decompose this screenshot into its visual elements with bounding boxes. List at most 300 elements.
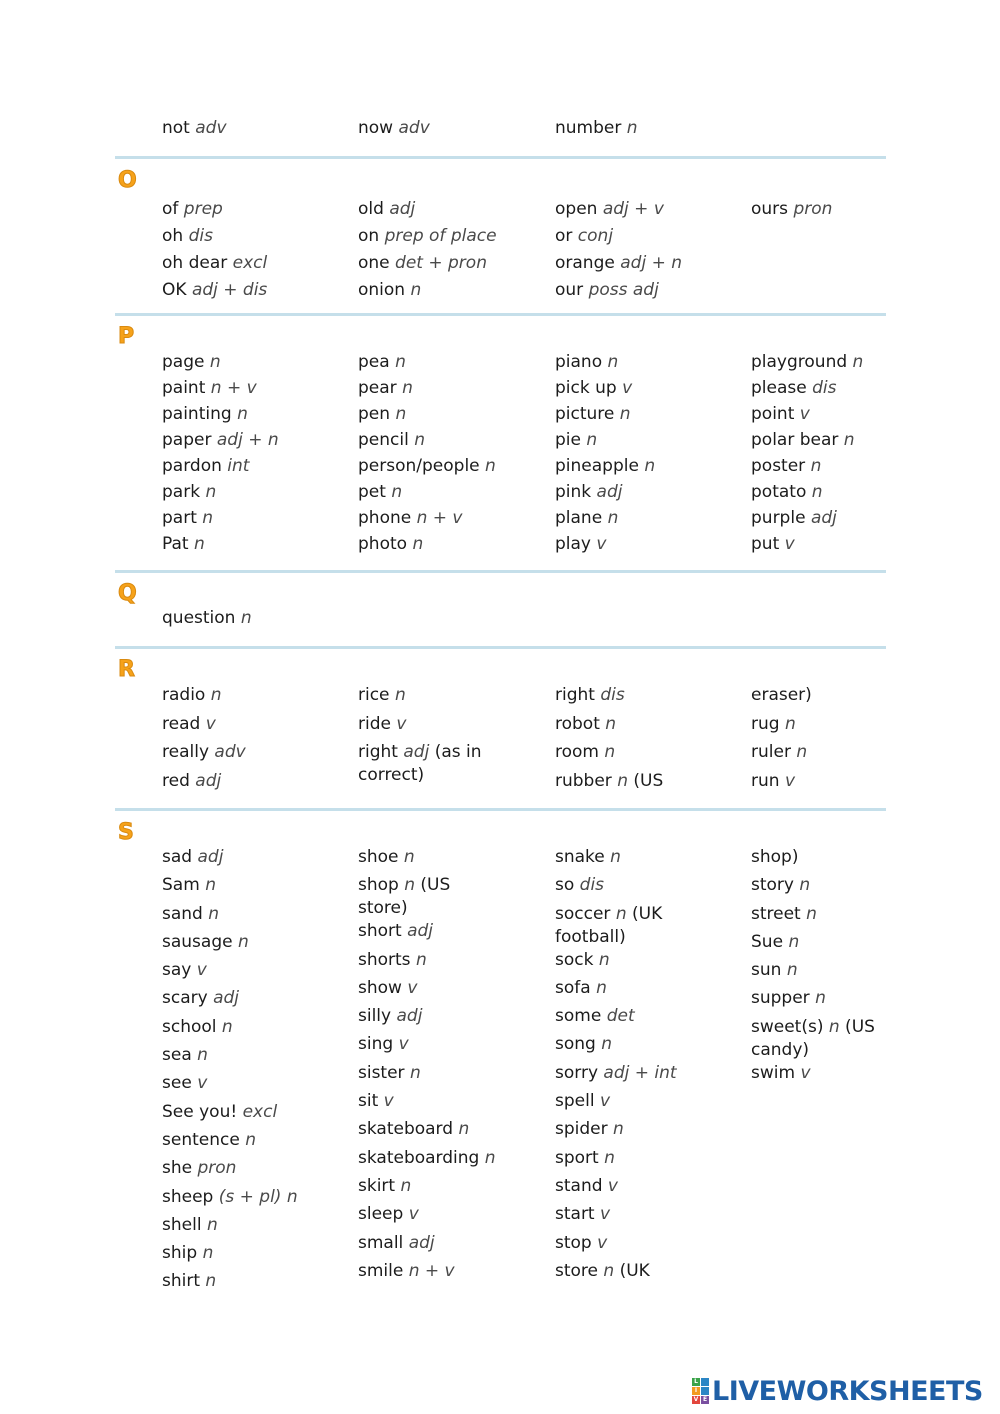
word-entry — [358, 455, 548, 481]
headword: potato — [751, 482, 807, 502]
word-column — [358, 684, 548, 787]
headword: phone — [358, 508, 412, 528]
word-entry — [555, 252, 745, 279]
headword: so — [555, 875, 575, 896]
word-entry — [751, 429, 941, 455]
word-entry — [162, 684, 352, 713]
word-entry — [162, 874, 352, 902]
headword: pea — [358, 352, 390, 372]
headword: pineapple — [555, 456, 639, 476]
word-entry — [162, 846, 352, 874]
part-of-speech: n — [601, 1034, 613, 1055]
part-of-speech: n — [644, 456, 656, 476]
word-entry — [162, 1129, 352, 1157]
part-of-speech: n — [604, 1147, 615, 1168]
word-entry — [358, 1005, 548, 1033]
word-entry — [358, 1033, 548, 1061]
headword: point — [751, 404, 795, 424]
word-entry — [162, 279, 352, 306]
headword: right — [358, 742, 398, 762]
part-of-speech: n — [586, 430, 598, 450]
part-of-speech: n — [810, 456, 822, 476]
headword: really — [162, 742, 209, 762]
headword: sorry — [555, 1062, 598, 1083]
word-entry — [162, 225, 352, 252]
part-of-speech: prep — [183, 199, 223, 219]
headword: poster — [751, 456, 806, 476]
part-of-speech: v — [383, 1091, 394, 1112]
headword: sun — [751, 960, 782, 981]
word-entry — [358, 403, 548, 429]
word-entry — [358, 252, 548, 279]
headword: onion — [358, 280, 406, 300]
section-divider — [115, 570, 886, 573]
part-of-speech: v — [600, 1204, 611, 1225]
headword: ruler — [751, 742, 791, 762]
part-of-speech: n — [202, 508, 214, 528]
headword: orange — [555, 253, 615, 273]
headword: our — [555, 280, 584, 300]
part-of-speech: v — [800, 1062, 811, 1083]
word-entry — [555, 1033, 745, 1061]
part-of-speech: v — [784, 534, 795, 554]
word-column — [555, 351, 745, 559]
headword: small — [358, 1232, 404, 1253]
part-of-speech: n — [237, 404, 248, 424]
part-of-speech: n — [206, 1214, 218, 1235]
part-of-speech: n — [796, 742, 808, 762]
headword: sock — [555, 949, 594, 970]
word-entry — [555, 949, 745, 977]
headword: store — [555, 1260, 598, 1281]
word-entry — [555, 741, 745, 770]
part-of-speech: n — [799, 875, 811, 896]
part-of-speech: v — [205, 713, 216, 734]
headword: street — [751, 903, 801, 924]
word-entry — [555, 198, 745, 225]
part-of-speech: n + v — [408, 1260, 455, 1281]
word-entry — [555, 1260, 685, 1288]
word-entry — [751, 874, 941, 902]
part-of-speech: n — [205, 482, 217, 502]
part-of-speech: n — [615, 903, 627, 924]
word-entry — [358, 429, 548, 455]
word-entry — [358, 741, 488, 787]
word-entry — [751, 455, 941, 481]
part-of-speech: n + v — [416, 508, 463, 528]
word-entry — [555, 403, 745, 429]
headword: put — [751, 534, 780, 554]
part-of-speech: conj — [577, 226, 614, 246]
part-of-speech: pron — [793, 199, 833, 219]
word-entry — [555, 1147, 745, 1175]
word-entry — [162, 1044, 352, 1072]
word-entry — [162, 1214, 352, 1242]
headword: radio — [162, 685, 206, 705]
headword: piano — [555, 352, 603, 372]
word-column — [162, 607, 352, 634]
word-entry — [358, 1118, 548, 1146]
word-entry — [751, 1016, 881, 1062]
headword: on — [358, 226, 380, 246]
headword: song — [555, 1034, 596, 1055]
word-entry — [555, 455, 745, 481]
word-entry — [751, 533, 941, 559]
headword: rug — [751, 713, 780, 734]
word-entry — [358, 533, 548, 559]
part-of-speech: adj — [389, 199, 416, 219]
headword: spell — [555, 1091, 595, 1112]
word-entry — [751, 770, 941, 799]
headword: not — [162, 118, 190, 138]
part-of-speech: n — [197, 1045, 208, 1066]
headword: number — [555, 118, 622, 138]
note: (UK — [614, 1260, 650, 1281]
word-entry — [555, 977, 745, 1005]
word-entry — [555, 377, 745, 403]
word-entry — [751, 987, 941, 1015]
part-of-speech: n — [193, 534, 205, 554]
word-entry — [555, 533, 745, 559]
part-of-speech: n — [811, 482, 823, 502]
word-entry — [162, 987, 352, 1015]
headword: See you! — [162, 1101, 238, 1122]
word-entry — [162, 713, 352, 742]
part-of-speech: n — [610, 847, 621, 867]
word-entry — [358, 684, 548, 713]
headword: ours — [751, 199, 789, 219]
word-entry — [555, 507, 745, 533]
word-entry — [162, 1242, 352, 1270]
section-letter-s: S — [118, 820, 134, 845]
headword: of — [162, 199, 179, 219]
word-entry — [555, 1118, 745, 1146]
headword: swim — [751, 1062, 796, 1083]
word-column — [162, 117, 352, 144]
part-of-speech: n — [394, 685, 406, 705]
part-of-speech: v — [596, 534, 607, 554]
word-entry — [358, 279, 548, 306]
part-of-speech: v — [622, 378, 633, 398]
word-entry — [162, 252, 352, 279]
part-of-speech: v — [408, 1204, 419, 1225]
headword: snake — [555, 847, 605, 867]
headword: sand — [162, 903, 203, 924]
word-entry — [358, 225, 548, 252]
part-of-speech: adj — [396, 1006, 423, 1027]
part-of-speech: n — [784, 713, 796, 734]
headword: pear — [358, 378, 397, 398]
headword: pink — [555, 482, 592, 502]
word-entry — [162, 481, 352, 507]
headword: Sam — [162, 875, 200, 896]
word-entry — [751, 198, 941, 225]
part-of-speech: n — [237, 931, 249, 952]
word-entry — [751, 1062, 941, 1090]
headword: silly — [358, 1006, 392, 1027]
headword: read — [162, 713, 201, 734]
part-of-speech: n — [402, 378, 413, 398]
headword: shop — [358, 875, 399, 896]
word-entry — [751, 903, 941, 931]
part-of-speech: n + v — [210, 378, 257, 398]
part-of-speech: n — [484, 1147, 496, 1168]
headword: play — [555, 534, 591, 554]
headword: page — [162, 352, 205, 372]
headword: room — [555, 742, 599, 762]
part-of-speech: v — [784, 770, 796, 791]
part-of-speech: n — [598, 949, 610, 970]
note: (US store) — [358, 875, 451, 919]
word-entry — [162, 198, 352, 225]
word-column — [162, 198, 352, 306]
word-entry — [358, 949, 548, 977]
part-of-speech: n — [205, 1271, 217, 1292]
word-column — [751, 198, 941, 225]
part-of-speech: n — [400, 1175, 412, 1196]
word-entry — [555, 1005, 745, 1033]
headword: polar bear — [751, 430, 839, 450]
word-entry — [162, 351, 352, 377]
word-entry — [751, 403, 941, 429]
part-of-speech: excl — [232, 253, 268, 273]
headword: rubber — [555, 770, 612, 791]
word-entry — [162, 959, 352, 987]
headword: story — [751, 875, 794, 896]
word-entry — [555, 1203, 745, 1231]
part-of-speech: adj — [596, 482, 623, 502]
word-column — [555, 684, 745, 798]
part-of-speech: n — [815, 988, 826, 1009]
part-of-speech: v — [799, 404, 810, 424]
word-column — [358, 846, 548, 1288]
headword: shell — [162, 1214, 202, 1235]
part-of-speech: n — [806, 903, 817, 924]
headword: stand — [555, 1175, 603, 1196]
headword: playground — [751, 352, 848, 372]
section-letter-p: P — [118, 324, 135, 349]
word-entry — [751, 959, 941, 987]
headword: painting — [162, 404, 232, 424]
part-of-speech: n — [786, 960, 798, 981]
part-of-speech: adj — [810, 508, 837, 528]
headword: or — [555, 226, 573, 246]
word-column — [751, 846, 941, 1090]
part-of-speech: adv — [195, 118, 227, 138]
part-of-speech: n — [596, 977, 607, 998]
headword: pencil — [358, 430, 409, 450]
part-of-speech: pron — [197, 1158, 237, 1179]
headword: OK — [162, 280, 187, 300]
headword: robot — [555, 713, 600, 734]
word-entry — [162, 931, 352, 959]
word-entry — [555, 225, 745, 252]
part-of-speech: n — [404, 875, 416, 896]
headword: shop) — [751, 847, 799, 867]
part-of-speech: n — [619, 404, 631, 424]
section-letter-q: Q — [118, 581, 137, 606]
part-of-speech: adj — [403, 742, 430, 762]
word-entry — [162, 117, 352, 144]
headword: paint — [162, 378, 206, 398]
word-entry — [162, 1186, 352, 1214]
word-entry — [162, 377, 352, 403]
part-of-speech: v — [607, 1175, 618, 1196]
section-divider — [115, 156, 886, 159]
part-of-speech: dis — [188, 226, 213, 246]
word-entry — [162, 1072, 352, 1100]
part-of-speech: v — [398, 1034, 409, 1055]
part-of-speech: n — [415, 949, 427, 970]
note: (US — [627, 770, 664, 791]
part-of-speech: n — [604, 742, 616, 762]
headword: shorts — [358, 949, 411, 970]
headword: Pat — [162, 534, 189, 554]
word-entry — [555, 1090, 745, 1118]
part-of-speech: n — [395, 352, 406, 372]
headword: skateboarding — [358, 1147, 480, 1168]
part-of-speech: n — [414, 430, 426, 450]
word-entry — [555, 429, 745, 455]
part-of-speech: n — [605, 713, 617, 734]
part-of-speech: dis — [600, 685, 625, 705]
headword: say — [162, 960, 192, 981]
word-entry — [555, 117, 745, 144]
part-of-speech: n — [607, 352, 619, 372]
word-entry — [162, 455, 352, 481]
section-letter-o: O — [118, 168, 137, 193]
word-entry — [358, 351, 548, 377]
headword: pie — [555, 430, 581, 450]
headword: pardon — [162, 456, 222, 476]
word-entry — [555, 713, 745, 742]
word-entry — [555, 1175, 745, 1203]
note: (as in correct) — [358, 742, 482, 785]
headword: spider — [555, 1119, 608, 1140]
headword: pet — [358, 482, 386, 502]
part-of-speech: n — [603, 1260, 615, 1281]
word-entry — [555, 1232, 745, 1260]
part-of-speech: poss adj — [588, 280, 659, 300]
headword: open — [555, 199, 598, 219]
headword: ride — [358, 713, 391, 734]
headword: sea — [162, 1045, 192, 1066]
headword: pick up — [555, 378, 617, 398]
word-entry — [555, 770, 685, 799]
word-entry — [555, 279, 745, 306]
headword: Sue — [751, 931, 784, 952]
part-of-speech: n — [788, 931, 800, 952]
word-column — [162, 351, 352, 559]
word-entry — [358, 1232, 548, 1260]
part-of-speech: n — [613, 1119, 624, 1140]
part-of-speech: adj — [407, 921, 434, 942]
word-entry — [162, 741, 352, 770]
word-column — [358, 117, 548, 144]
part-of-speech: adj — [213, 988, 240, 1009]
part-of-speech: (s + pl) n — [218, 1186, 298, 1207]
word-column — [555, 117, 745, 144]
part-of-speech: v — [196, 960, 207, 981]
word-column — [751, 351, 941, 559]
headword: rice — [358, 685, 390, 705]
word-entry — [358, 1090, 548, 1118]
word-column — [555, 846, 745, 1288]
headword: shirt — [162, 1271, 201, 1292]
note: (UK football) — [555, 903, 663, 947]
headword: sport — [555, 1147, 599, 1168]
part-of-speech: v — [407, 977, 418, 998]
word-column — [358, 351, 548, 559]
headword: sad — [162, 847, 193, 867]
headword: red — [162, 770, 190, 791]
part-of-speech: n — [410, 280, 422, 300]
headword: plane — [555, 508, 603, 528]
word-entry — [555, 874, 745, 902]
headword: paper — [162, 430, 212, 450]
word-entry — [751, 713, 941, 742]
logo-mark-icon: L I V E — [693, 1378, 708, 1403]
part-of-speech: n — [412, 534, 424, 554]
note: (US candy) — [751, 1016, 875, 1060]
word-entry — [751, 684, 941, 713]
part-of-speech: adj — [195, 770, 222, 791]
part-of-speech: n — [205, 875, 216, 896]
headword: ship — [162, 1243, 198, 1264]
part-of-speech: det — [606, 1006, 635, 1027]
word-entry — [358, 1062, 548, 1090]
word-entry — [358, 198, 548, 225]
headword: start — [555, 1204, 595, 1225]
headword: sausage — [162, 931, 233, 952]
headword: one — [358, 253, 390, 273]
headword: question — [162, 608, 236, 628]
word-entry — [162, 429, 352, 455]
headword: skateboard — [358, 1119, 454, 1140]
logo-text: LIVEWORKSHEETS — [712, 1375, 983, 1407]
headword: pen — [358, 404, 391, 424]
headword: shoe — [358, 847, 399, 867]
word-entry — [162, 507, 352, 533]
part-of-speech: adj — [408, 1232, 435, 1253]
word-column — [358, 198, 548, 306]
word-entry — [555, 846, 745, 874]
part-of-speech: adv — [398, 118, 430, 138]
word-entry — [162, 903, 352, 931]
word-entry — [751, 351, 941, 377]
word-entry — [751, 377, 941, 403]
headword: smile — [358, 1260, 404, 1281]
part-of-speech: n — [843, 430, 855, 450]
headword: see — [162, 1073, 192, 1094]
headword: sentence — [162, 1129, 240, 1150]
headword: sheep — [162, 1186, 214, 1207]
word-entry — [555, 903, 685, 949]
section-divider — [115, 313, 886, 316]
headword: sofa — [555, 977, 591, 998]
headword: sweet(s) — [751, 1016, 824, 1037]
liveworksheets-logo — [692, 1376, 983, 1406]
word-entry — [358, 481, 548, 507]
part-of-speech: prep of place — [384, 226, 497, 246]
part-of-speech: adj + v — [602, 199, 664, 219]
word-entry — [162, 1101, 352, 1129]
word-entry — [162, 770, 352, 799]
part-of-speech: int — [227, 456, 250, 476]
part-of-speech: n — [403, 847, 415, 867]
headword: picture — [555, 404, 615, 424]
word-entry — [555, 351, 745, 377]
